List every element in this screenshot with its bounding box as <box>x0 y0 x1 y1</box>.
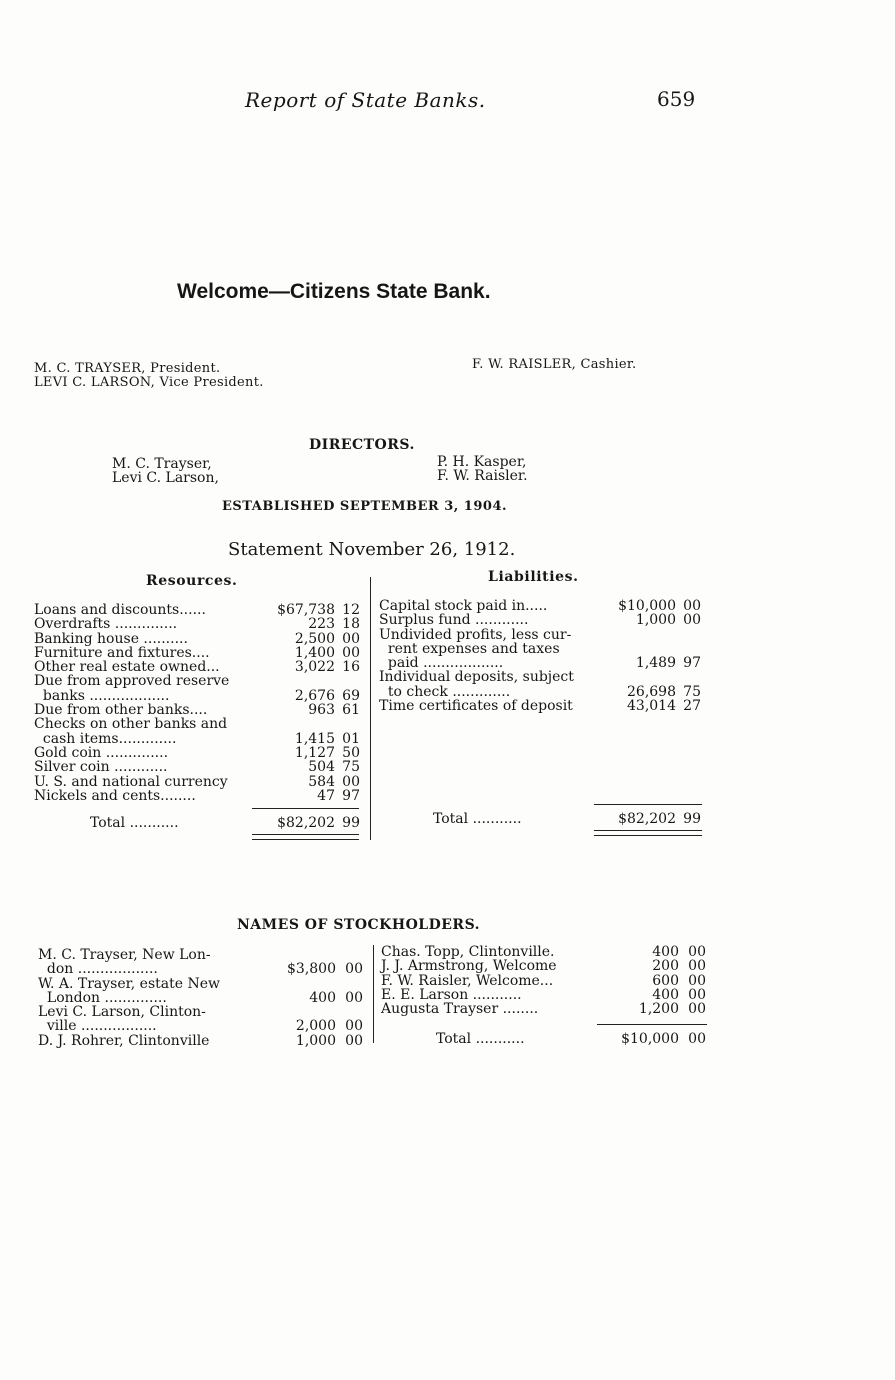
liability-row <box>379 599 705 613</box>
director-right-1: P. H. Kasper, <box>437 454 527 470</box>
resource-row <box>34 674 364 688</box>
liability-row-dollars: 43,014 <box>627 698 676 715</box>
liabilities-table <box>379 599 705 713</box>
resource-row-label: Gold coin .............. <box>34 744 169 761</box>
resource-row-cents: 18 <box>342 616 360 633</box>
stockholder-row <box>38 1019 365 1033</box>
stockholders-divider <box>373 945 374 1043</box>
liability-row-label: Capital stock paid in..... <box>379 598 548 614</box>
officer-vice-president: LEVI C. LARSON, Vice President. <box>34 375 264 390</box>
stockholder-row-dollars: 2,000 <box>295 1018 336 1035</box>
stockholder-row-cents: 00 <box>688 958 706 975</box>
resources-total-dollars: $82,202 <box>277 815 335 831</box>
stockholder-row <box>38 1034 365 1048</box>
liability-row <box>379 699 705 713</box>
stockholder-row <box>38 948 365 962</box>
director-right-2: F. W. Raisler. <box>437 468 528 484</box>
director-left-1: M. C. Trayser, <box>112 456 212 472</box>
stockholder-row <box>381 1002 708 1016</box>
stockholders-total-dollars: $10,000 <box>621 1031 679 1047</box>
liabilities-double-rule <box>594 830 702 836</box>
liability-row-label: Surplus fund ............ <box>379 612 529 629</box>
resource-row <box>34 603 364 617</box>
resources-total-label: Total ........... <box>90 815 179 831</box>
liability-row-label: Individual deposits, subject <box>379 669 574 686</box>
liability-row <box>379 628 705 642</box>
resource-row-label: Checks on other banks and <box>34 716 228 733</box>
liability-row-dollars: 26,698 <box>627 683 676 700</box>
stockholder-row-cents: 00 <box>688 972 706 989</box>
resource-row-label: Due from approved reserve <box>34 673 230 690</box>
resource-row <box>34 632 364 646</box>
resource-row <box>34 775 364 789</box>
liability-row-cents: 00 <box>683 598 701 614</box>
resource-row-label: Due from other banks.... <box>34 702 208 719</box>
liability-row-dollars: 1,000 <box>635 612 676 629</box>
resource-row-label: Other real estate owned... <box>34 659 220 676</box>
liability-row-dollars: $10,000 <box>618 598 676 614</box>
resource-row-label: cash items............. <box>34 730 177 747</box>
resource-row-cents: 00 <box>342 630 360 647</box>
stockholder-row-dollars: 1,000 <box>295 1032 336 1049</box>
resource-row-label: Overdrafts .............. <box>34 616 178 633</box>
resource-row-dollars: 1,127 <box>294 744 335 761</box>
resource-row-cents: 12 <box>342 602 360 618</box>
liability-row-cents: 00 <box>683 612 701 629</box>
stockholder-row-label: W. A. Trayser, estate New <box>38 975 220 992</box>
stockholder-row-label: F. W. Raisler, Welcome... <box>381 972 554 989</box>
liability-row-label: rent expenses and taxes <box>379 640 560 657</box>
resource-row-dollars: $67,738 <box>277 602 335 618</box>
liability-row-label: paid .................. <box>379 655 504 672</box>
stockholder-row <box>381 988 708 1002</box>
stockholder-row-label: D. J. Rohrer, Clintonville <box>38 1032 210 1049</box>
liabilities-total-label: Total ........... <box>433 811 522 827</box>
directors-heading: DIRECTORS. <box>309 437 415 453</box>
stockholder-row-cents: 00 <box>345 989 363 1006</box>
stockholders-total-label: Total ........... <box>436 1031 525 1047</box>
statement-title: Statement November 26, 1912. <box>228 539 516 560</box>
liability-row <box>379 613 705 627</box>
resource-row <box>34 789 364 803</box>
resources-heading: Resources. <box>146 573 238 589</box>
liabilities-total-cents: 99 <box>683 811 701 827</box>
resource-row <box>34 703 364 717</box>
director-left-2: Levi C. Larson, <box>112 470 219 486</box>
resource-row-dollars: 3,022 <box>294 659 335 676</box>
officer-cashier: F. W. RAISLER, Cashier. <box>472 357 637 372</box>
resource-row <box>34 717 364 731</box>
stockholder-row <box>381 945 708 959</box>
stockholders-heading: NAMES OF STOCKHOLDERS. <box>237 917 481 933</box>
page-number: 659 <box>657 87 696 111</box>
stockholder-row-dollars: $3,800 <box>287 961 336 978</box>
resource-row-dollars: 223 <box>308 616 335 633</box>
stockholder-row-label: J. J. Armstrong, Welcome <box>381 958 557 975</box>
resource-row-dollars: 47 <box>317 787 335 804</box>
resource-row-cents: 61 <box>342 702 360 719</box>
column-divider <box>370 577 371 840</box>
stockholder-row-cents: 00 <box>688 944 706 960</box>
resource-row-dollars: 2,676 <box>294 687 335 704</box>
established-line: ESTABLISHED SEPTEMBER 3, 1904. <box>222 499 508 514</box>
resource-row <box>34 617 364 631</box>
liability-row <box>379 642 705 656</box>
resource-row <box>34 660 364 674</box>
stockholder-row-label: don .................. <box>38 961 158 978</box>
liabilities-total-rule <box>594 804 702 805</box>
running-head-title: Report of State Banks. <box>245 88 486 112</box>
stockholders-left-table <box>38 948 365 1048</box>
stockholder-row-dollars: 200 <box>652 958 679 975</box>
stockholder-row-label: Augusta Trayser ........ <box>381 1001 539 1018</box>
stockholders-total-rule <box>597 1024 707 1025</box>
resource-row-label: U. S. and national currency <box>34 773 228 790</box>
stockholder-row-dollars: 400 <box>652 986 679 1003</box>
resource-row <box>34 732 364 746</box>
liabilities-total-row <box>379 811 705 827</box>
resource-row-dollars: 2,500 <box>294 630 335 647</box>
liability-row <box>379 670 705 684</box>
resource-row <box>34 760 364 774</box>
liability-row <box>379 656 705 670</box>
stockholder-row-label: E. E. Larson ........... <box>381 986 522 1003</box>
resources-double-rule <box>252 834 359 840</box>
resource-row-label: Banking house .......... <box>34 630 188 647</box>
stockholder-row-dollars: 400 <box>309 989 336 1006</box>
stockholders-total-cents: 00 <box>688 1031 706 1047</box>
liability-row-cents: 27 <box>683 698 701 715</box>
stockholder-row-label: ville ................. <box>38 1018 157 1035</box>
stockholder-row <box>38 991 365 1005</box>
stockholder-row-dollars: 400 <box>652 944 679 960</box>
resource-row-cents: 75 <box>342 759 360 776</box>
resource-row-label: Furniture and fixtures.... <box>34 644 210 661</box>
resource-row-dollars: 584 <box>308 773 335 790</box>
resources-total-cents: 99 <box>342 815 360 831</box>
stockholder-row <box>38 977 365 991</box>
resource-row-cents: 69 <box>342 687 360 704</box>
liability-row-label: to check ............. <box>379 683 511 700</box>
officer-president: M. C. TRAYSER, President. <box>34 361 221 376</box>
resource-row-label: Nickels and cents........ <box>34 787 196 804</box>
resource-row-dollars: 963 <box>308 702 335 719</box>
resource-row <box>34 646 364 660</box>
liability-row <box>379 685 705 699</box>
resource-row-dollars: 1,415 <box>294 730 335 747</box>
stockholder-row <box>381 974 708 988</box>
resource-row-cents: 97 <box>342 787 360 804</box>
resource-row-cents: 01 <box>342 730 360 747</box>
stockholder-row-cents: 00 <box>688 1001 706 1018</box>
stockholder-row-cents: 00 <box>345 1032 363 1049</box>
liability-row-label: Time certificates of deposit <box>379 698 573 715</box>
liabilities-heading: Liabilities. <box>488 569 579 585</box>
stockholder-row-cents: 00 <box>345 1018 363 1035</box>
resource-row-label: Silver coin ............ <box>34 759 168 776</box>
stockholder-row <box>38 962 365 976</box>
stockholder-row-dollars: 1,200 <box>638 1001 679 1018</box>
resource-row-dollars: 1,400 <box>294 644 335 661</box>
liability-row-cents: 97 <box>683 655 701 672</box>
stockholders-right-table <box>381 945 708 1016</box>
stockholder-row-dollars: 600 <box>652 972 679 989</box>
liabilities-total-dollars: $82,202 <box>618 811 676 827</box>
resource-row-cents: 50 <box>342 744 360 761</box>
resource-row-cents: 00 <box>342 644 360 661</box>
resources-table <box>34 603 364 803</box>
liability-row-dollars: 1,489 <box>635 655 676 672</box>
stockholder-row-label: London .............. <box>38 989 167 1006</box>
liability-row-label: Undivided profits, less cur- <box>379 626 572 643</box>
resource-row-dollars: 504 <box>308 759 335 776</box>
resource-row-cents: 16 <box>342 659 360 676</box>
resources-total-row <box>34 815 364 831</box>
stockholder-row-label: Chas. Topp, Clintonville. <box>381 944 555 960</box>
resource-row-label: banks .................. <box>34 687 170 704</box>
resource-row-label: Loans and discounts...... <box>34 602 206 618</box>
stockholder-row-cents: 00 <box>345 961 363 978</box>
stockholder-row-label: M. C. Trayser, New Lon- <box>38 947 211 963</box>
stockholder-row-cents: 00 <box>688 986 706 1003</box>
stockholder-row <box>381 959 708 973</box>
bank-title: Welcome—Citizens State Bank. <box>177 280 491 303</box>
resource-row <box>34 689 364 703</box>
liability-row-cents: 75 <box>683 683 701 700</box>
stockholders-total-row <box>381 1031 708 1047</box>
resource-row <box>34 746 364 760</box>
stockholder-row <box>38 1005 365 1019</box>
resource-row-cents: 00 <box>342 773 360 790</box>
resources-total-rule <box>252 808 359 809</box>
stockholder-row-label: Levi C. Larson, Clinton- <box>38 1004 206 1021</box>
